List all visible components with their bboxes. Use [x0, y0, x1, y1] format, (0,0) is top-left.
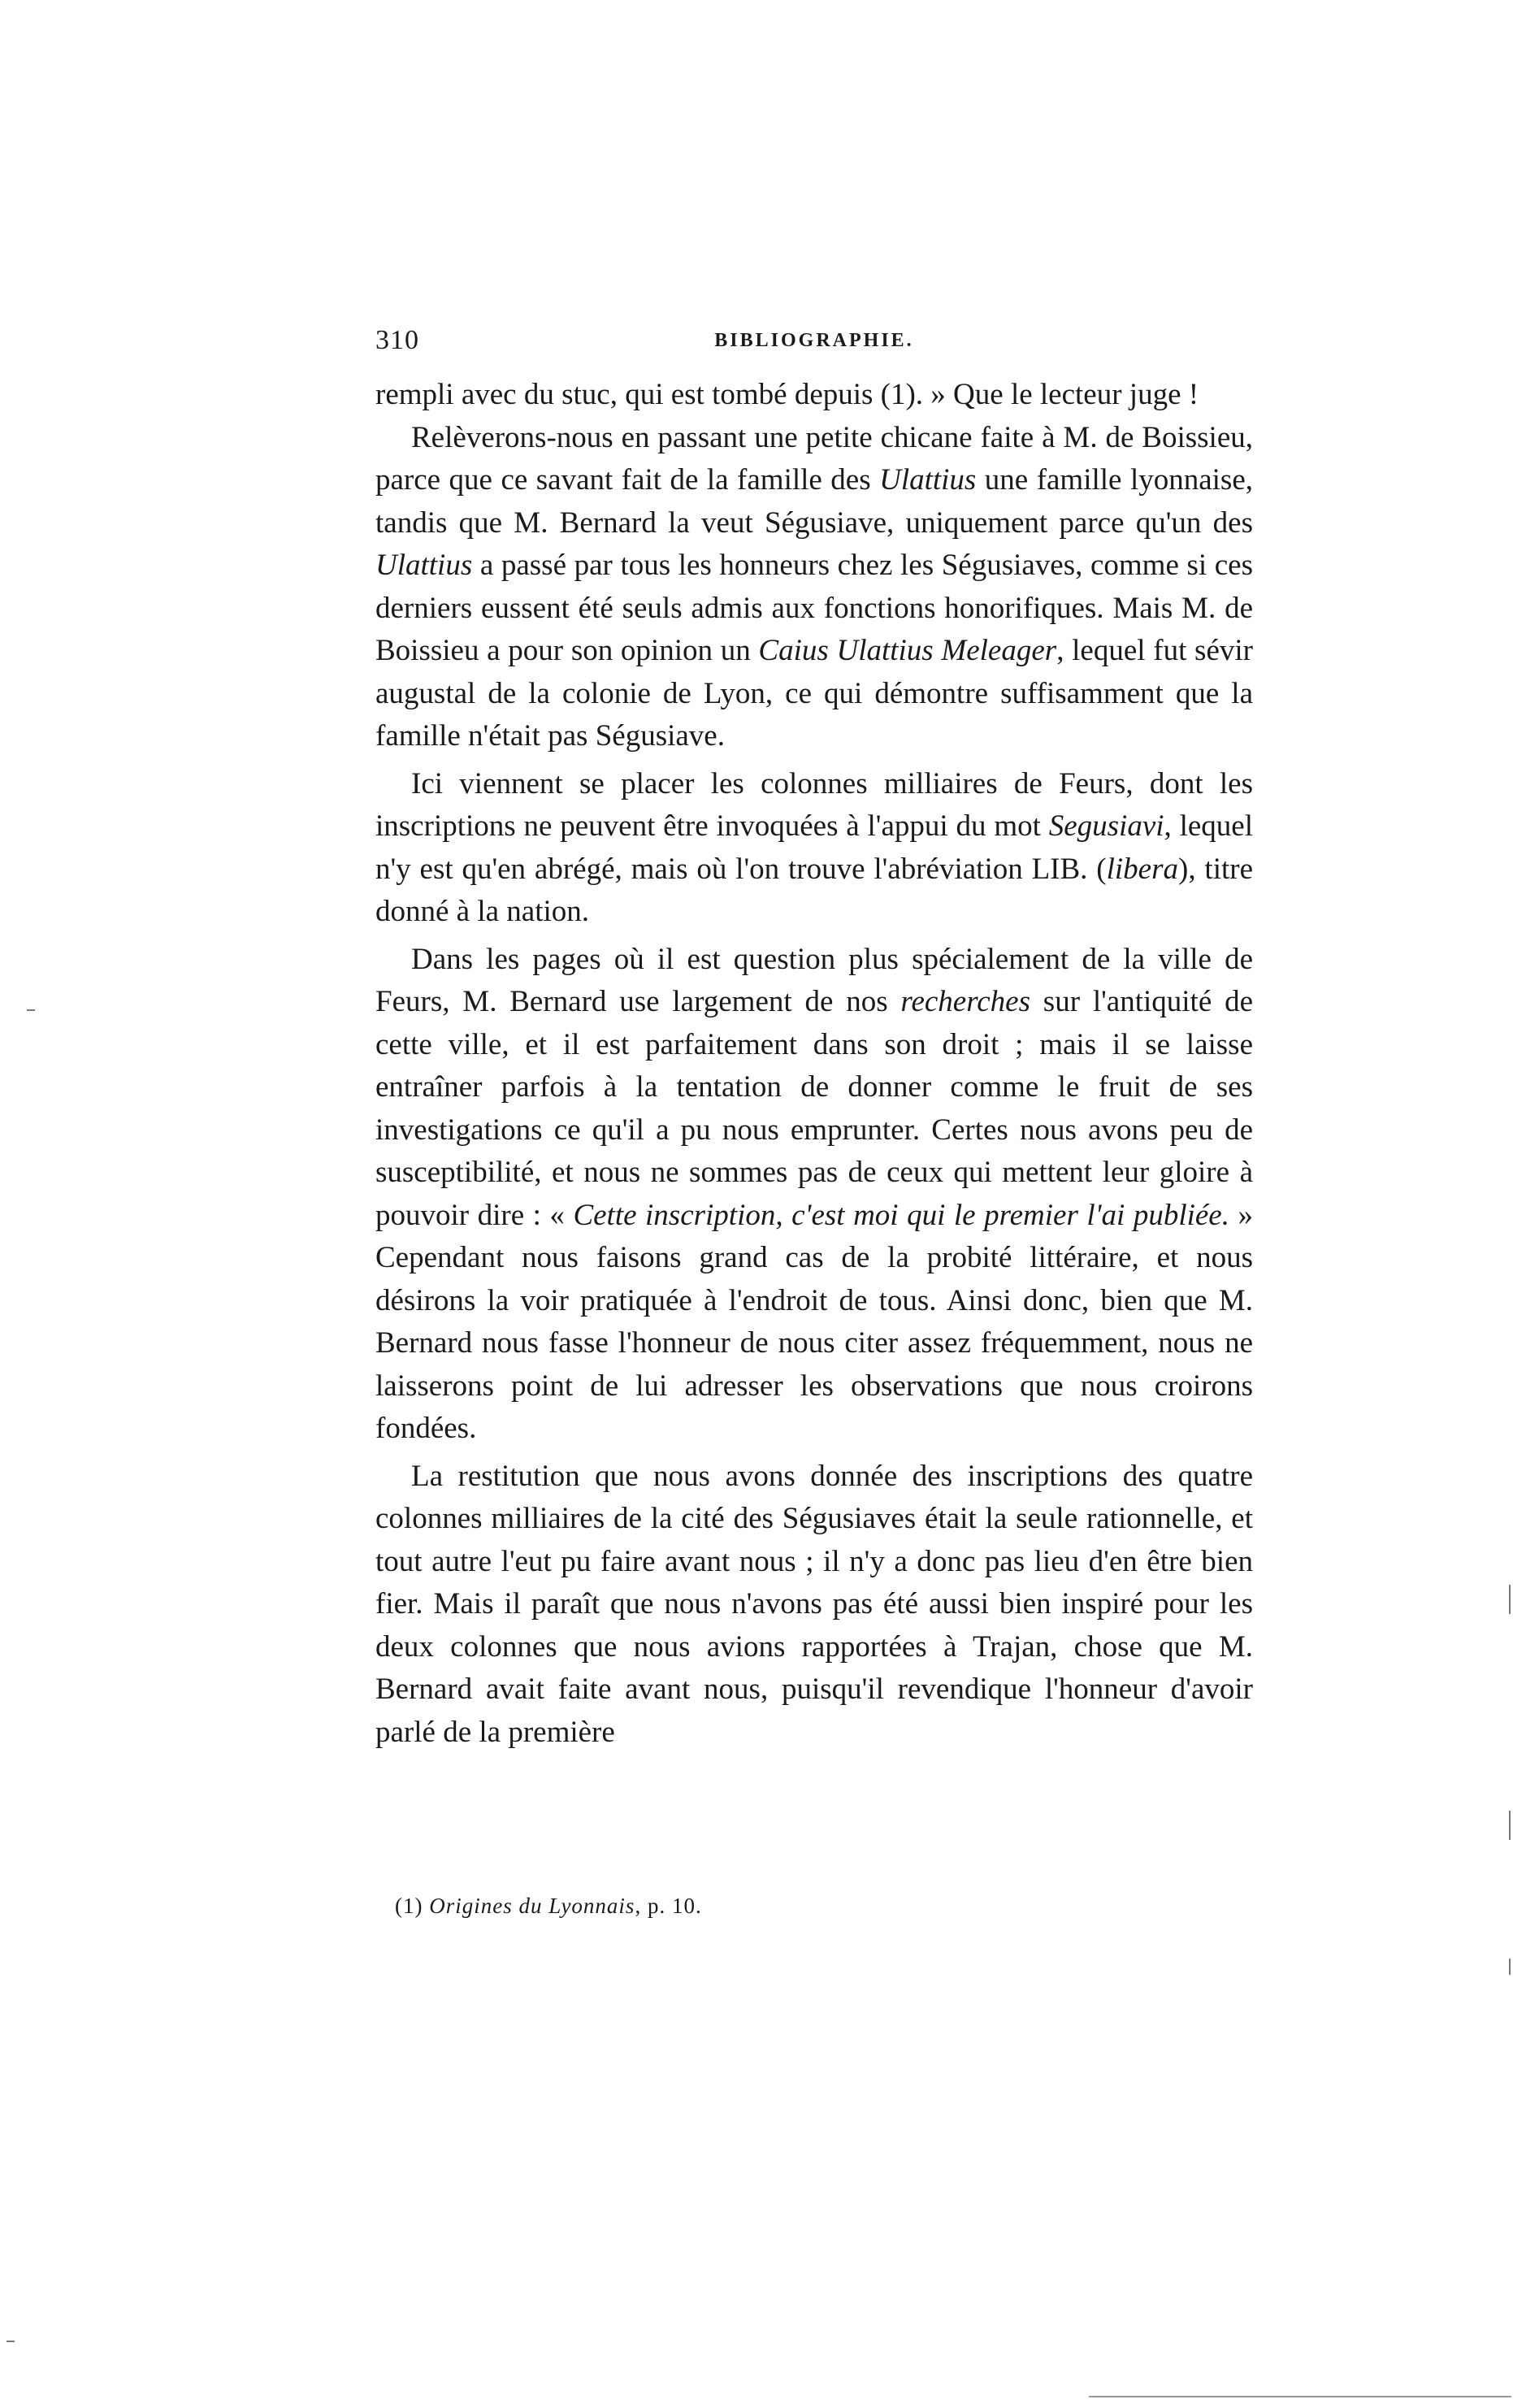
- scan-mark: [27, 1009, 35, 1011]
- paragraph-4: Dans les pages où il est question plus spécialement de la ville de Feurs, M. Bernard use largement de nos recherches sur l'antiquité de cette ville, et il est parfaitement dans son droit ; mais il se laisse entraîner parfois à la tentation de donner comme le fruit de ses investigations ce qu'il a pu nous emprunter. Certes nous avons peu de susceptibilité, et nous ne sommes pas de ceux qui mettent leur gloire à pouvoir dire : « Cette inscription, c'est moi qui le premier l'ai publiée. » Cependant nous faisons grand cas de la probité littéraire, et nous désirons la voir pratiquée à l'endroit de tous. Ainsi donc, bien que M. Bernard nous fasse l'honneur de nous citer assez fréquemment, nous ne laisserons point de lui adresser les observations que nous croirons fondées.: [375, 942, 1253, 1445]
- body-text: [375, 374, 1253, 1754]
- paragraph-5: La restitution que nous avons donnée des inscriptions des quatre colonnes milliaires de la cité des Ségusiaves était la seule rationnelle, et tout autre l'eut pu faire avant nous ; il n'y a donc pas lieu d'en être bien fier. Mais il paraît que nous n'avons pas été aussi bien inspiré pour les deux colonnes que nous avions rapportées à Trajan, chose que M. Bernard avait faite avant nous, puisqu'il revendique l'honneur d'avoir parlé de la première: [375, 1459, 1253, 1749]
- scan-mark: [1089, 2396, 1511, 2397]
- scan-mark: [1509, 1585, 1511, 1614]
- paragraph-2: Relèverons-nous en passant une petite chicane faite à M. de Boissieu, parce que ce savant fait de la famille des Ulattius une famille lyonnaise, tandis que M. Bernard la veut Ségusiave, uniquement parce qu'un des Ulattius a passé par tous les honneurs chez les Ségusiaves, comme si ces derniers eussent été seuls admis aux fonctions honorifiques. Mais M. de Boissieu a pour son opinion un Caius Ulattius Meleager, lequel fut sévir augustal de la colonie de Lyon, ce qui démontre suffisamment que la famille n'était pas Ségusiave.: [375, 420, 1253, 753]
- footnote: (1) Origines du Lyonnais, p. 10.: [395, 1894, 702, 1918]
- scan-mark: [1509, 1959, 1511, 1975]
- page-header: [375, 325, 1253, 367]
- scan-mark: [1509, 1811, 1511, 1840]
- running-head: BIBLIOGRAPHIE.: [714, 330, 914, 351]
- scan-mark: [7, 2341, 15, 2342]
- page-number: 310: [375, 325, 419, 355]
- paragraph-1: rempli avec du stuc, qui est tombé depuis (1). » Que le lecteur juge !: [375, 378, 1199, 411]
- paragraph-3: Ici viennent se placer les colonnes milliaires de Feurs, dont les inscriptions ne peuvent être invoquées à l'appui du mot Segusiavi, lequel n'y est qu'en abrégé, mais où l'on trouve l'abréviation LIB. (libera), titre donné à la nation.: [375, 766, 1254, 928]
